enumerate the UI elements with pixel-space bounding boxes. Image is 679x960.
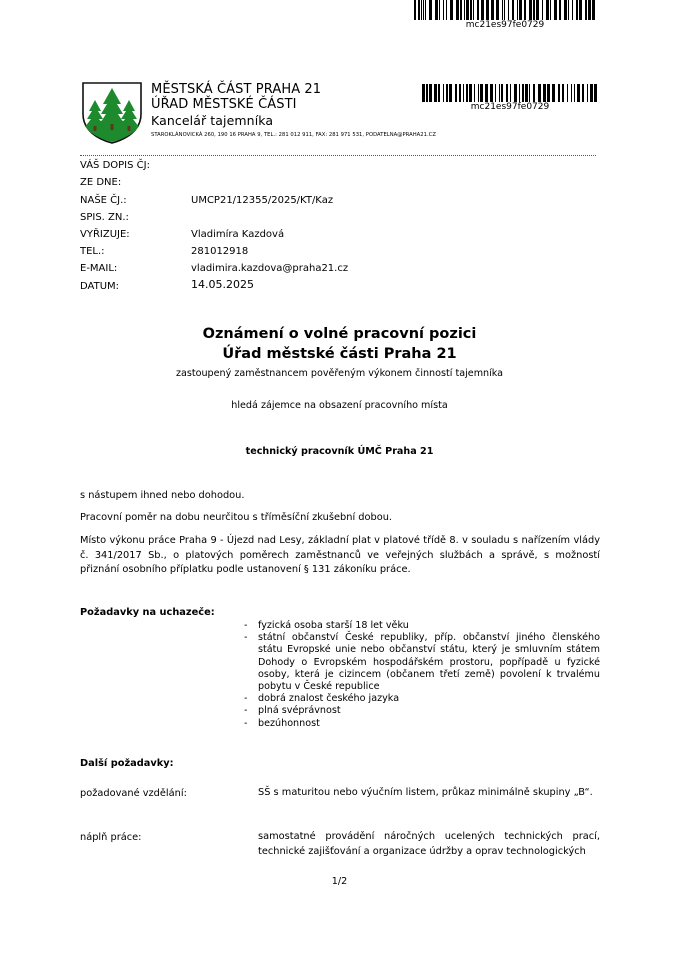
announcement-office: Úřad městské části Praha 21 — [222, 346, 457, 362]
announcement-title: Oznámení o volné pracovní pozici — [202, 326, 477, 342]
requirements-heading: Požadavky na uchazeče: — [80, 607, 215, 618]
education-label: požadované vzdělání: — [80, 788, 187, 799]
list-item: - plná svéprávnost — [244, 705, 600, 717]
meta-value-nase-cj: UMCP21/12355/2025/KT/Kaz — [191, 195, 334, 206]
announcement-representation: zastoupený zaměstnancem pověřeným výkonem činností tajemníka — [175, 368, 504, 379]
letterhead-district: MĚSTSKÁ ČÁST PRAHA 21 — [151, 82, 322, 97]
meta-label-email: E-MAIL: — [80, 263, 118, 274]
meta-value-datum: 14.05.2025 — [191, 278, 254, 291]
education-text: SŠ s maturitou nebo výučním listem, průkaz minimálně skupiny „B“. — [258, 787, 593, 798]
letterhead-office: ÚŘAD MĚSTSKÉ ČÁSTI — [151, 97, 297, 112]
job-text: samostatné provádění náročných ucelených technických prací, technické zajišťování a organizace údržby a oprav technologických — [258, 831, 600, 857]
meta-label-datum: DATUM: — [80, 281, 120, 292]
meta-value-email: vladimira.kazdova@praha21.cz — [191, 263, 349, 274]
barcode-code: mc21es97fe0729 — [470, 102, 550, 112]
list-item: - státní občanství České republiky, příp. občanství jiného členského státu Evropské unie nebo občanství státu, který je smluvním státem Dohody o Evropském hospodářském prostoru, popřípadě u fyzické osoby, která je cizincem (občanem třetí země) povolení k trvalému pobytu v České republice — [244, 632, 600, 693]
job-label: náplň práce: — [80, 832, 142, 843]
meta-value-vyrizuje: Vladimíra Kazdová — [191, 229, 285, 240]
requirements-list — [244, 620, 600, 730]
municipality-logo — [80, 80, 144, 144]
meta-label-spis-zn: SPIS. ZN.: — [80, 212, 129, 223]
meta-value-tel: 281012918 — [191, 246, 249, 257]
letterhead-barcode — [422, 84, 598, 112]
meta-label-ze-dne: ZE DNE: — [80, 177, 122, 188]
list-item: - fyzická osoba starší 18 let věku — [244, 620, 600, 632]
meta-label-vyrizuje: VYŘIZUJE: — [80, 229, 130, 240]
list-item: - dobrá znalost českého jazyka — [244, 693, 600, 705]
meta-label-nase-cj: NAŠE ČJ.: — [80, 195, 127, 206]
paragraph-salary: Místo výkonu práce Praha 9 - Újezd nad Lesy, základní plat v platové třídě 8. v souladu s nařízením vlády č. 341/2017 Sb., o platových poměrech zaměstnanců ve veřejných službách a správě, s možností přiznání osobního příplatku podle ustanovení § 131 zákoníku práce. — [80, 535, 600, 575]
page-number: 1/2 — [331, 876, 348, 887]
meta-label-vas-dopis: VÁŠ DOPIS ČJ: — [80, 160, 150, 171]
barcode-code: mc21es97fe0729 — [465, 20, 545, 30]
further-heading: Další požadavky: — [80, 758, 174, 769]
letterhead-address: STAROKLÁNOVICKÁ 260, 190 16 PRAHA 9, TEL.: 281 012 911, FAX: 281 971 531, PODATELNA@PRAHA21.CZ — [151, 132, 436, 138]
list-item: - bezúhonnost — [244, 718, 600, 730]
announcement-seeks: hledá zájemce na obsazení pracovního místa — [231, 400, 448, 411]
paragraph-start: s nástupem ihned nebo dohodou. — [80, 490, 245, 501]
top-barcode — [414, 0, 596, 30]
letterhead-department: Kancelář tajemníka — [151, 113, 274, 128]
paragraph-employment: Pracovní poměr na dobu neurčitou s tříměsíční zkušební dobou. — [80, 512, 393, 523]
meta-label-tel: TEL.: — [80, 246, 105, 257]
barcode-graphic — [422, 84, 598, 102]
header-divider — [80, 155, 596, 156]
barcode-graphic — [414, 0, 596, 20]
position-title: technický pracovník ÚMČ Praha 21 — [245, 446, 434, 457]
